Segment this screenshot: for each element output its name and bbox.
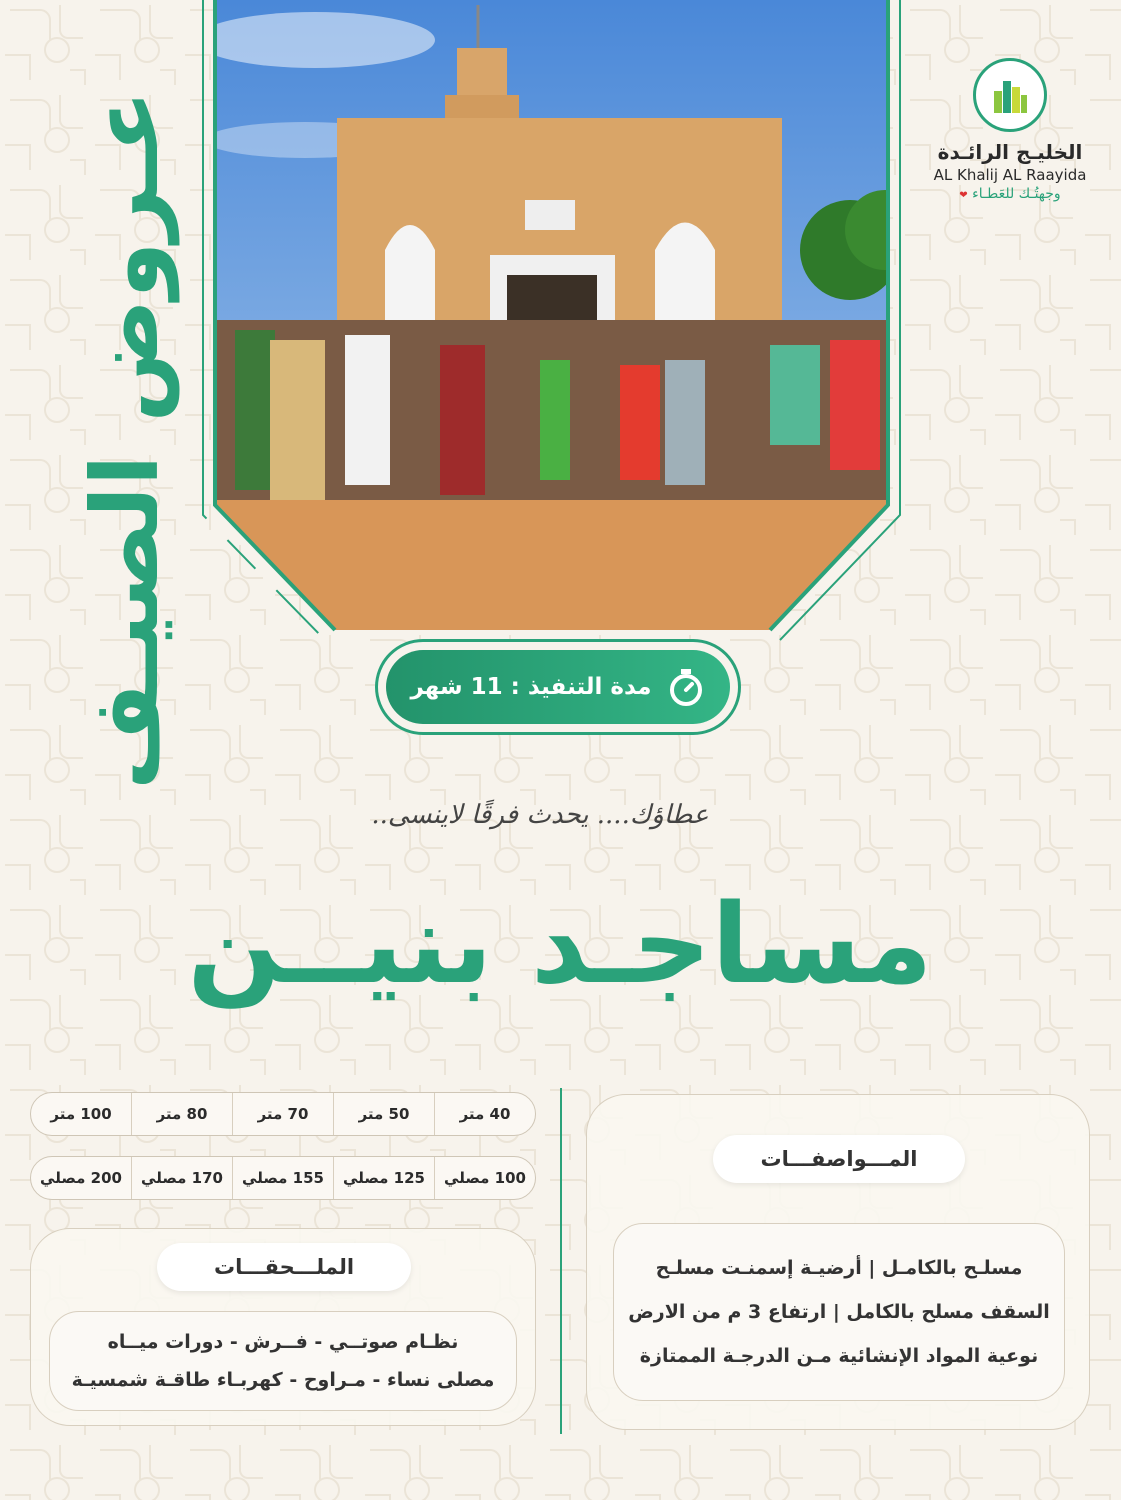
extras-heading: الملـــحقـــات xyxy=(157,1243,411,1291)
heart-icon: ❤ xyxy=(959,190,968,201)
section-divider xyxy=(560,1088,562,1434)
size-option: 100 متر xyxy=(50,1105,112,1123)
duration-text: مدة التنفيذ : 11 شهر xyxy=(410,674,652,700)
season-offer-title: عـروض الصيـف xyxy=(71,90,179,790)
specs-list xyxy=(613,1223,1065,1401)
brand-logo xyxy=(915,58,1105,202)
size-option: 50 متر xyxy=(333,1093,434,1135)
capacity-option: 100 مصلي xyxy=(434,1157,535,1199)
brand-name-arabic: الخليـج الرائـدة xyxy=(937,140,1083,164)
extras-card xyxy=(30,1228,536,1426)
extras-line: نظـام صوتــي - فــرش - دورات ميــاه xyxy=(107,1331,459,1353)
specs-card xyxy=(586,1094,1090,1430)
slogan: عطاؤك.... يحدث فرقًا لاينسى.. xyxy=(371,800,709,830)
timer-icon xyxy=(666,667,706,707)
duration-badge xyxy=(375,639,741,735)
capacity-option: 200 مصلي xyxy=(40,1169,122,1187)
brand-tagline-text: وجهتُـك للعَطـاء xyxy=(972,186,1061,202)
mosque-photo-frame xyxy=(195,0,910,660)
building-logo-icon xyxy=(973,58,1047,132)
size-option: 70 متر xyxy=(232,1093,333,1135)
extras-line: مصلى نساء - مـراوح - كهربـاء طاقـة شمسيـة xyxy=(71,1369,495,1391)
brand-tagline xyxy=(915,186,1105,202)
capacities-row xyxy=(30,1156,536,1200)
capacity-option: 155 مصلي xyxy=(232,1157,333,1199)
specs-heading: المـــواصفـــات xyxy=(713,1135,965,1183)
spec-line: السقف مسلح بالكامل | ارتفاع 3 م من الارض xyxy=(628,1301,1050,1323)
main-title: مساجـد بنيــن xyxy=(187,880,933,1008)
mosque-photo xyxy=(195,0,910,660)
sizes-row xyxy=(30,1092,536,1136)
spec-line: نوعية المواد الإنشائية مـن الدرجـة الممتازة xyxy=(639,1345,1039,1367)
size-option: 80 متر xyxy=(131,1093,232,1135)
spec-line: مسلـح بالكامـل | أرضيـة إسمنـت مسلـح xyxy=(655,1257,1023,1279)
capacity-option: 170 مصلي xyxy=(131,1157,232,1199)
extras-list xyxy=(49,1311,517,1411)
capacity-option: 125 مصلي xyxy=(333,1157,434,1199)
brand-name-english: AL Khalij AL Raayida xyxy=(933,166,1087,184)
size-option: 40 متر xyxy=(434,1093,535,1135)
